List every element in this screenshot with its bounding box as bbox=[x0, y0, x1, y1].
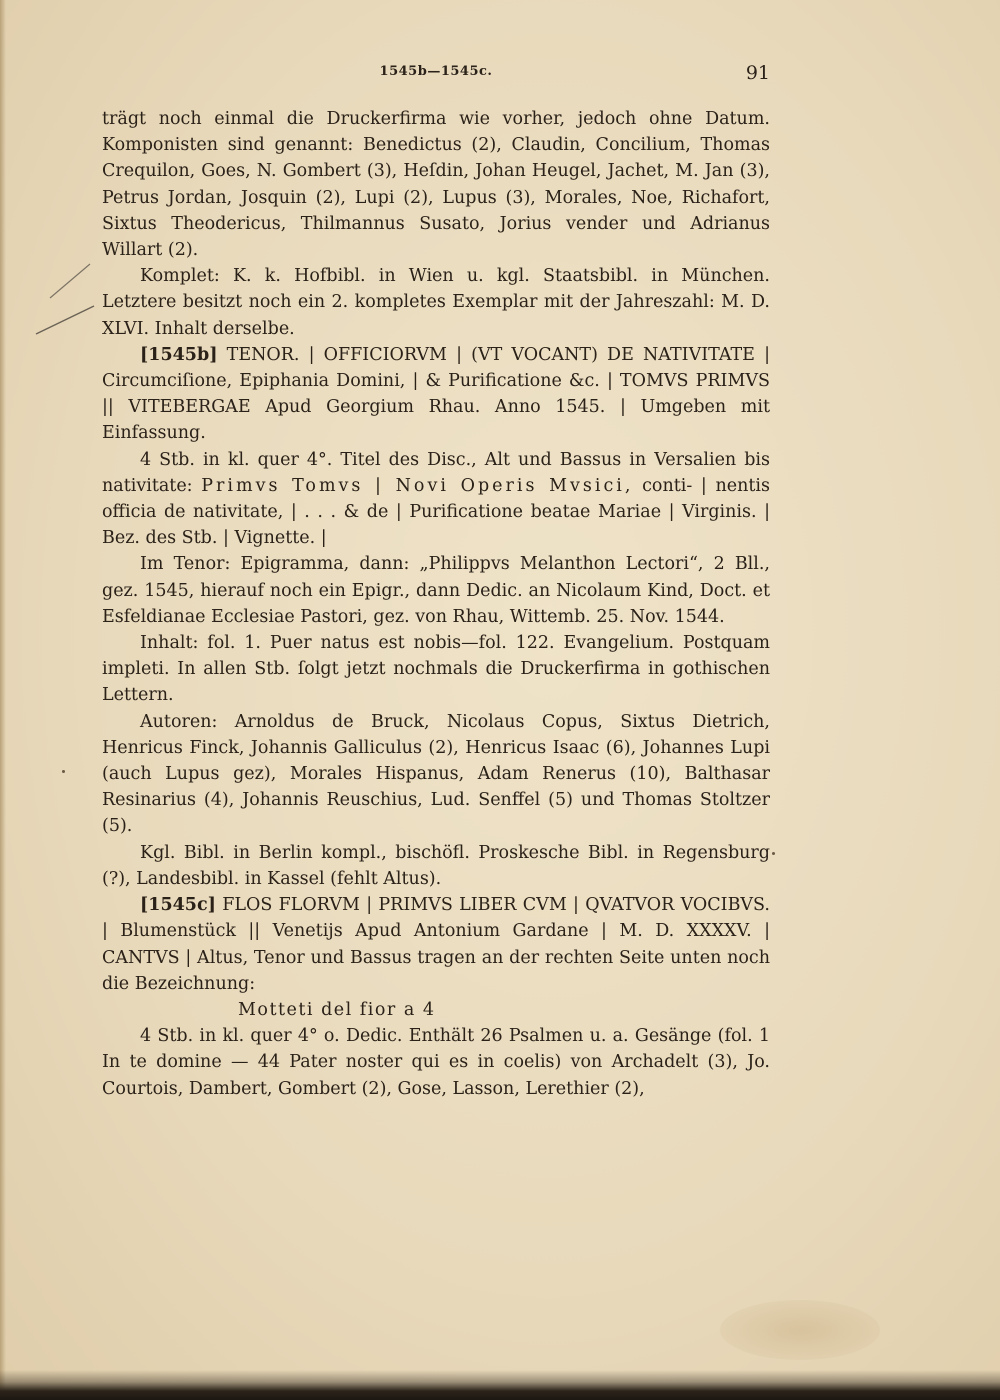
entry-1545b-location: Kgl. Bibl. in Berlin kompl., bischöfl. Proskesche Bibl. in Regensburg (?), Landesbibl. in Kassel (fehlt Altus). bbox=[102, 842, 770, 889]
entry-ref-1545b: [1545b] bbox=[140, 344, 218, 365]
entry-ref-1545c: [1545c] bbox=[140, 895, 216, 916]
desc-text: conti- | nentis officia de nativitate, | . . . & de | Purificatione beatae Mariae | Virginis. | Bez. des Stb. | Vignette. | bbox=[102, 475, 770, 549]
entry-1545c-description: 4 Stb. in kl. quer 4° o. Dedic. Enthält 26 Psalmen u. a. Gesänge (fol. 1 In te domine — 44 Pater noster qui es in coelis) von Archadelt (3), Jo. Courtois, Dambert, Gombert (2), Gose, Lasson, Lerethier (2), bbox=[102, 1026, 770, 1099]
entry-1545c-title bbox=[102, 892, 770, 997]
spaced-title-text: Primvs Tomvs | Novi Operis Mvsici, bbox=[201, 475, 634, 496]
motto-line: Motteti del fior a 4 bbox=[238, 999, 436, 1020]
desc-text: 4 Stb. in kl. quer 4°. Titel des Disc., Alt und Bassus in Versalien bis nativitate: bbox=[102, 449, 770, 496]
entry-1545b-tenor: Im Tenor: Epigramma, dann: „Philippvs Melanthon Lectori“, 2 Bll., gez. 1545, hierauf noch ein Epigr., dann Dedic. an Nicolaum Kind, Doct. et Esfeldianae Ecclesiae Pastori, gez. von Rhau, Wittemb. 25. Nov. 1544. bbox=[102, 554, 770, 627]
running-head: 1545b—1545c. bbox=[379, 64, 493, 79]
entry-1545b-inhalt: Inhalt: fol. 1. Puer natus est nobis—fol. 122. Evangelium. Postquam impleti. In allen Stb. ſolgt jetzt nochmals die Druckerfirma in gothischen Lettern. bbox=[102, 633, 770, 706]
entry-1545b-autoren: Autoren: Arnoldus de Bruck, Nicolaus Copus, Sixtus Dietrich, Henricus Finck, Johannis Galliculus (2), Henricus Isaac (6), Johannes Lupi (auch Lupus gez), Morales Hispanus, Adam Renerus (10), Balthasar Resinarius (4), Johannis Reuschius, Lud. Senffel (5) und Thomas Stoltzer (5). bbox=[102, 711, 770, 837]
pencil-margin-marks bbox=[28, 262, 98, 342]
margin-speck bbox=[62, 770, 65, 773]
paper-stain bbox=[720, 1300, 880, 1360]
entry-title-text: TENOR. | OFFICIORVM | (VT VOCANT) DE NATIVITATE | Circumciſione, Epiphania Domini, | & Purificatione &c. | TOMVS PRIMVS || VITEBERGAE Apud Georgium Rhau. Anno 1545. | Umgeben mit Einfassung. bbox=[102, 344, 770, 444]
paragraph-continuation: trägt noch einmal die Druckerfirma wie vorher, jedoch ohne Datum. Komponisten sind genannt: Benedictus (2), Claudin, Concilium, Thomas Crequilon, Goes, N. Gombert (3), Heſdin, Johan Heugel, Jachet, M. Jan (3), Petrus Jordan, Josquin (2), Lupi (2), Lupus (3), Morales, Noe, Richafort, Sixtus Theodericus, Thilmannus Susato, Jorius vender und Adrianus Willart (2). bbox=[102, 109, 770, 261]
entry-1545b-title bbox=[102, 342, 770, 447]
page-edge-shadow bbox=[0, 0, 6, 1400]
paragraph-komplet: Komplet: K. k. Hofbibl. in Wien u. kgl. Staatsbibl. in München. Letztere besitzt noch ein 2. kompletes Exemplar mit der Jahreszahl: M. D. XLVI. Inhalt derselbe. bbox=[102, 266, 770, 339]
margin-speck bbox=[772, 852, 775, 855]
page-body bbox=[102, 106, 770, 1102]
entry-title-text: FLOS FLORVM | PRIMVS LIBER CVM | QVATVOR VOCIBVS. | Blumenstück || Venetijs Apud Antonium Gardane | M. D. XXXXV. | CANTVS | Altus, Tenor und Bassus tragen an der rechten Seite unten noch die Bezeichnung: bbox=[102, 895, 770, 994]
entry-1545b-description bbox=[102, 447, 770, 552]
page-number: 91 bbox=[745, 62, 770, 84]
page-bottom-shadow bbox=[0, 1370, 1000, 1400]
page-header bbox=[102, 62, 770, 86]
